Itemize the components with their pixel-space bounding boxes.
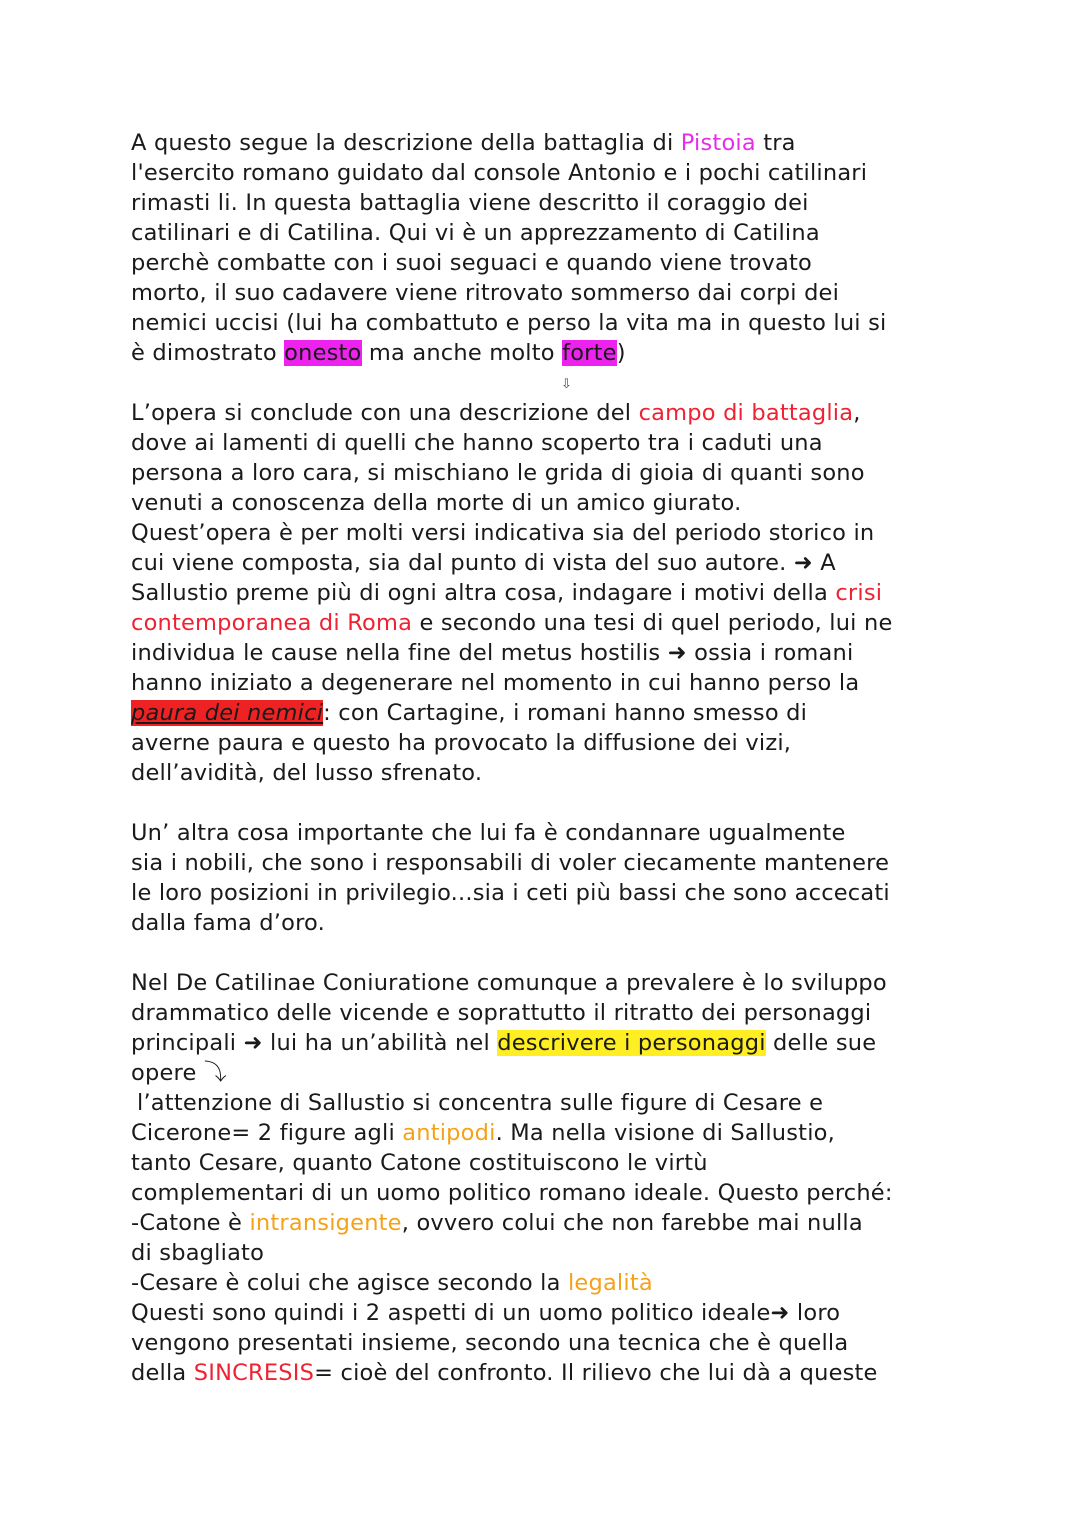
text-line: Un’ altra cosa importante che lui fa è condannare ugualmente bbox=[131, 820, 846, 846]
text-run: , ovvero colui che non farebbe mai nulla bbox=[401, 1210, 863, 1236]
paragraph-gap bbox=[131, 788, 961, 818]
text-run: ) bbox=[616, 340, 626, 366]
highlight-descrivere-i-personaggi: descrivere i personaggi bbox=[497, 1030, 766, 1056]
text-run: e secondo una tesi di quel periodo, lui ne bbox=[412, 610, 893, 636]
text-line: di sbagliato bbox=[131, 1240, 265, 1266]
text-line: hanno iniziato a degenerare nel momento in cui hanno perso la bbox=[131, 670, 860, 696]
text-run: A questo segue la descrizione della battaglia di bbox=[131, 130, 681, 156]
text-line: cui viene composta, sia dal punto di vista del suo autore. ➜ A bbox=[131, 550, 836, 576]
text-line: Questi sono quindi i 2 aspetti di un uomo politico ideale➜ loro bbox=[131, 1300, 841, 1326]
text-line bbox=[131, 608, 961, 638]
text-line: averne paura e questo ha provocato la diffusione dei vizi, bbox=[131, 730, 792, 756]
text-line: le loro posizioni in privilegio...sia i ceti più bassi che sono accecati bbox=[131, 880, 890, 906]
text-line: opere ⤵ bbox=[131, 1060, 227, 1086]
text-run: delle sue bbox=[765, 1030, 877, 1056]
text-line: vengono presentati insieme, secondo una tecnica che è quella bbox=[131, 1330, 849, 1356]
text-run: Cicerone= 2 figure agli bbox=[131, 1120, 403, 1146]
text-run: principali ➜ lui ha un’abilità nel bbox=[131, 1030, 498, 1056]
text-run: è dimostrato bbox=[131, 340, 285, 366]
text-line: dalla fama d’oro. bbox=[131, 910, 325, 936]
text-line bbox=[131, 1028, 961, 1058]
text-run: L’opera si conclude con una descrizione del bbox=[131, 400, 639, 426]
text-line: rimasti li. In questa battaglia viene descritto il coraggio dei bbox=[131, 190, 809, 216]
keyword-intransigente: intransigente bbox=[249, 1210, 402, 1236]
keyword-contemporanea-di-roma: contemporanea di Roma bbox=[131, 610, 413, 636]
text-run: : con Cartagine, i romani hanno smesso di bbox=[323, 700, 808, 726]
text-line: individua le cause nella fine del metus hostilis ➜ ossia i romani bbox=[131, 640, 854, 666]
text-line: drammatico delle vicende e soprattutto il ritratto dei personaggi bbox=[131, 1000, 872, 1026]
down-arrow-row bbox=[131, 368, 961, 398]
text-run: , bbox=[853, 400, 861, 426]
text-line bbox=[131, 1358, 961, 1388]
text-line: Nel De Catilinae Coniuratione comunque a prevalere è lo sviluppo bbox=[131, 970, 887, 996]
text-line bbox=[131, 1208, 961, 1238]
text-line bbox=[131, 338, 961, 368]
text-run: tra bbox=[755, 130, 796, 156]
document-body bbox=[131, 128, 961, 1388]
keyword-antipodi: antipodi bbox=[402, 1120, 496, 1146]
keyword-campo-di-battaglia: campo di battaglia bbox=[638, 400, 854, 426]
text-line: dell’avidità, del lusso sfrenato. bbox=[131, 760, 483, 786]
text-line bbox=[131, 1118, 961, 1148]
text-run: = cioè del confronto. Il rilievo che lui dà a queste bbox=[314, 1360, 878, 1386]
highlight-paura-dei-nemici: paura dei nemici bbox=[131, 700, 324, 726]
text-line: sia i nobili, che sono i responsabili di voler ciecamente mantenere bbox=[131, 850, 890, 876]
text-run: -Catone è bbox=[131, 1210, 250, 1236]
text-line: morto, il suo cadavere viene ritrovato sommerso dai corpi dei bbox=[131, 280, 840, 306]
text-line: dove ai lamenti di quelli che hanno scoperto tra i caduti una bbox=[131, 430, 823, 456]
highlight-onesto: onesto bbox=[284, 340, 362, 366]
text-run: della bbox=[131, 1360, 194, 1386]
keyword-pistoia: Pistoia bbox=[680, 130, 756, 156]
text-line bbox=[131, 1268, 961, 1298]
paragraph-gap bbox=[131, 938, 961, 968]
text-run: . Ma nella visione di Sallustio, bbox=[495, 1120, 835, 1146]
text-line: persona a loro cara, si mischiano le grida di gioia di quanti sono bbox=[131, 460, 865, 486]
text-line: venuti a conoscenza della morte di un amico giurato. bbox=[131, 490, 742, 516]
text-line: perchè combatte con i suoi seguaci e quando viene trovato bbox=[131, 250, 812, 276]
text-line: complementari di un uomo politico romano ideale. Questo perché: bbox=[131, 1180, 893, 1206]
keyword-crisi: crisi bbox=[835, 580, 883, 606]
text-line: l'esercito romano guidato dal console Antonio e i pochi catilinari bbox=[131, 160, 868, 186]
text-line: catilinari e di Catilina. Qui vi è un apprezzamento di Catilina bbox=[131, 220, 820, 246]
text-line bbox=[131, 128, 961, 158]
text-line bbox=[131, 578, 961, 608]
text-run: ma anche molto bbox=[361, 340, 563, 366]
text-run: Sallustio preme più di ogni altra cosa, indagare i motivi della bbox=[131, 580, 836, 606]
text-line: tanto Cesare, quanto Catone costituiscono le virtù bbox=[131, 1150, 708, 1176]
highlight-forte: forte bbox=[562, 340, 617, 366]
keyword-legalita: legalità bbox=[567, 1270, 653, 1296]
text-run: -Cesare è colui che agisce secondo la bbox=[131, 1270, 568, 1296]
text-line: l’attenzione di Sallustio si concentra sulle figure di Cesare e bbox=[137, 1090, 824, 1116]
down-arrow-icon: ⇩ bbox=[561, 377, 573, 392]
text-line: nemici uccisi (lui ha combattuto e perso la vita ma in questo lui si bbox=[131, 310, 887, 336]
text-line bbox=[131, 398, 961, 428]
text-line: Quest’opera è per molti versi indicativa sia del periodo storico in bbox=[131, 520, 875, 546]
text-line bbox=[131, 698, 961, 728]
keyword-sincresis: SINCRESIS bbox=[193, 1360, 315, 1386]
